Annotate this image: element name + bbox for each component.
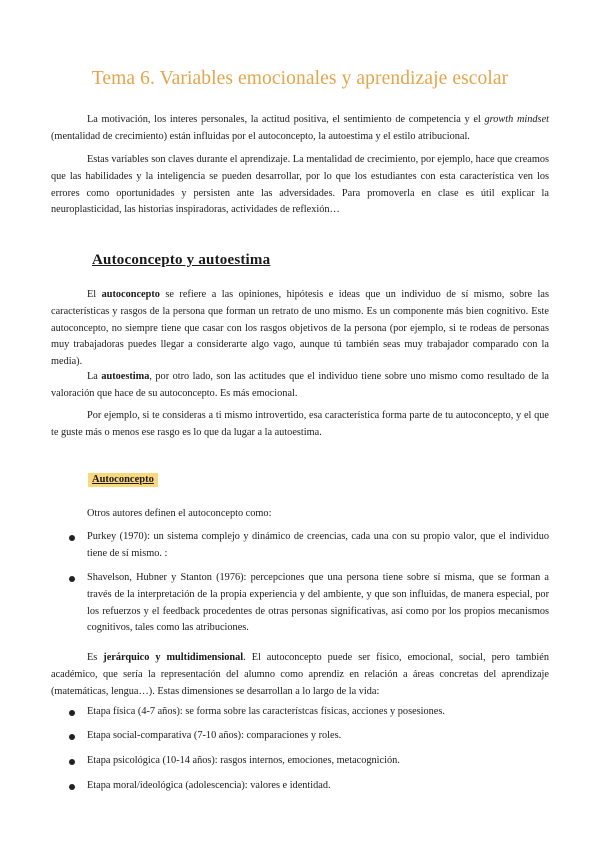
text-run: La xyxy=(87,371,102,382)
bullet-dot xyxy=(69,576,75,582)
emphasis-text: growth mindset xyxy=(484,114,549,125)
stage-item: Etapa moral/ideológica (adolescencia): valores e identidad. xyxy=(87,780,331,791)
text-run: , por otro lado, son las actitudes que el individuo tiene sobre uno mismo como resultado de la valoración que hace de su autoconcepto. Es más emocional. xyxy=(51,371,550,399)
autoestima-paragraph xyxy=(51,369,549,403)
bullet-dot xyxy=(69,759,75,765)
text-run: (mentalidad de crecimiento) están influidas por el autoconcepto, la autoestima y el estilo atribucional. xyxy=(51,130,470,142)
text-run: . El autoconcepto puede ser físico, emocional, social, pero también académico, que sería la representación del alumno como aprendiz en relación a áreas concretas del aprendizaje (matemáticas, lengua…). Estas dimensiones se desarrollan a lo largo de la vida: xyxy=(51,652,549,697)
section-heading-autoconcepto-autoestima: Autoconcepto y autoestima xyxy=(92,252,271,268)
stage-item: Etapa social-comparativa (7-10 años): comparaciones y roles. xyxy=(87,730,342,741)
definition-item: Shavelson, Hubner y Stanton (1976): percepciones que una persona tiene sobre sí misma, que se forman a través de la interpretación de la propia experiencia y del ambiente, y que son influidas, de manera especial, por los refuerzos y el feedback procedentes de otras personas significativas, así como por los propios mecanismos cognitivos, tales como las atribuciones. xyxy=(87,572,549,634)
text-run: Es xyxy=(87,652,104,663)
subsection-heading-autoconcepto: Autoconcepto xyxy=(88,473,158,487)
bold-term: autoestima xyxy=(101,371,150,382)
intro-paragraph-2: Estas variables son claves durante el aprendizaje. La mentalidad de crecimiento, por ejemplo, hace que creamos que las habilidades y la inteligencia se pueden desarrollar, por lo que los estudiantes con esta característica ven los errores como oportunidades y persisten ante las adversidades. Para promoverla en clase es útil explicar la neuroplasticidad, las historias inspiradoras, actividades de reflexión… xyxy=(51,154,549,216)
text-run: La motivación, los interes personales, la actitud positiva, el sentimiento de competencia y el xyxy=(87,114,485,125)
example-paragraph: Por ejemplo, si te consideras a ti mismo introvertido, esa característica forma parte de tu autoconcepto, y el que te guste más o menos ese rasgo es lo que da lugar a la autoestima. xyxy=(51,410,549,438)
bullet-dot xyxy=(69,535,75,541)
bold-term: jerárquico y multidimensional xyxy=(103,652,244,663)
autoconcepto-paragraph xyxy=(51,287,549,371)
bold-term: autoconcepto xyxy=(101,289,160,300)
intro-paragraph-1 xyxy=(51,112,549,146)
page-title: Tema 6. Variables emocionales y aprendizaje escolar xyxy=(91,68,509,89)
definition-item: Purkey (1970): un sistema complejo y dinámico de creencias, cada una con su propio valor, que el individuo tiene de sí mismo. : xyxy=(87,531,549,559)
bullet-dot xyxy=(69,710,75,716)
text-run: El xyxy=(87,289,102,300)
bullet-dot xyxy=(69,734,75,740)
authors-lead: Otros autores definen el autoconcepto como: xyxy=(87,508,272,519)
multidimensional-paragraph xyxy=(51,650,549,700)
text-run: se refiere a las opiniones, hipótesis e ideas que un individuo de sí mismo, sobre las características y rasgos de la persona que forman un retrato de uno mismo. Es un componente más bien cognitivo. Este autoconcepto, no siempre tiene que casar con los rasgos objetivos de la persona (por ejemplo, si te rodeas de personas muy trabajadoras puedes llegar a considerarte algo vago, aunque tú también seas muy trabajador comparado con la media). xyxy=(51,289,549,368)
bullet-dot xyxy=(69,784,75,790)
stage-item: Etapa psicológica (10-14 años): rasgos internos, emociones, metacognición. xyxy=(87,755,400,766)
stage-item: Etapa física (4-7 años): se forma sobre las característcas físicas, acciones y posesiones. xyxy=(87,706,445,717)
